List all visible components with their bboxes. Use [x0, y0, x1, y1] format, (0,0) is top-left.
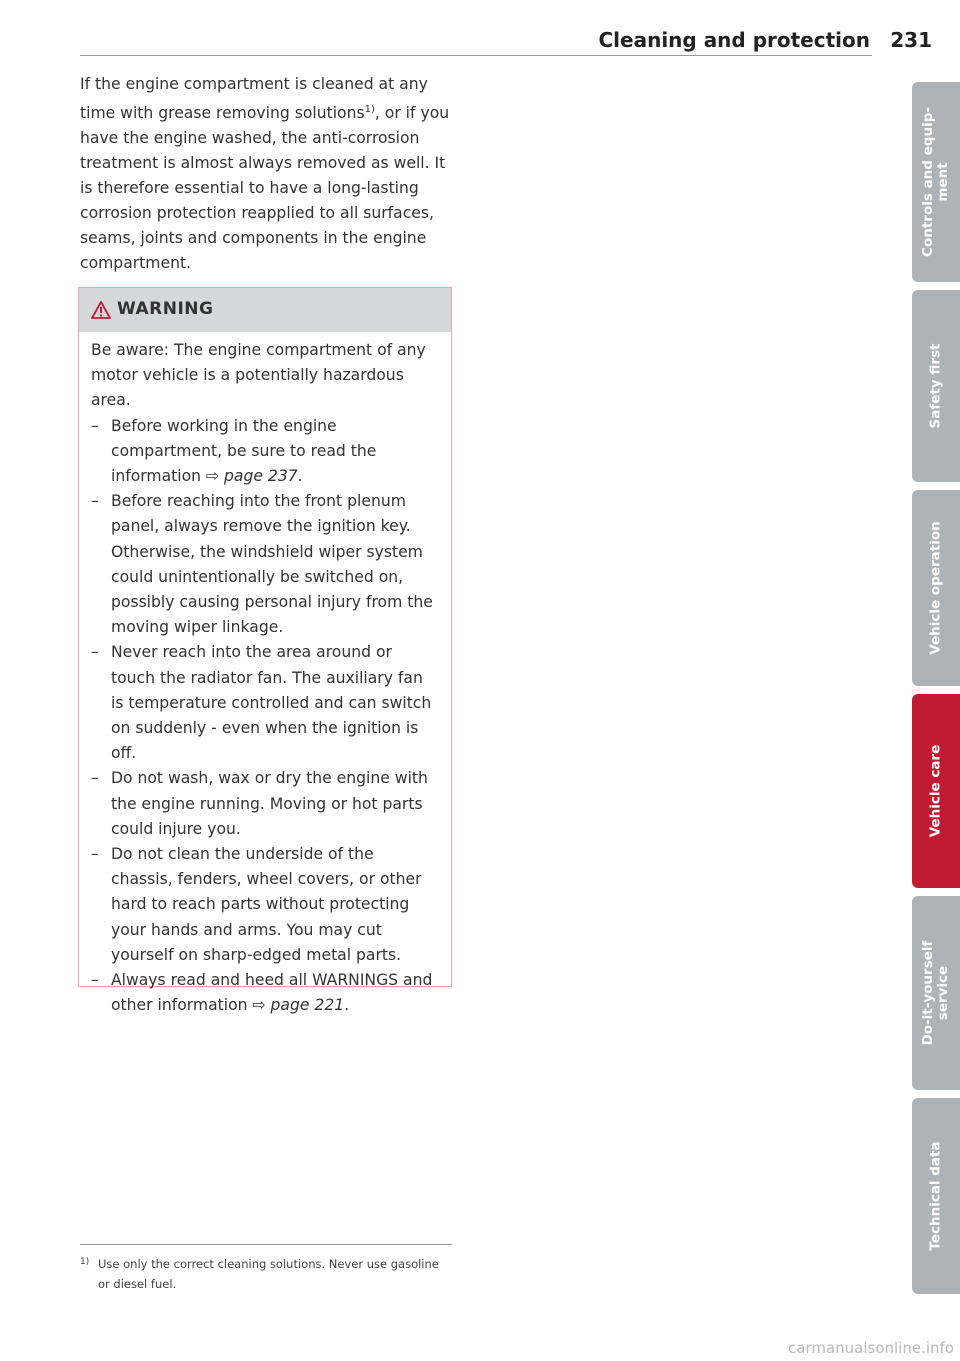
tab-do-it-yourself-service[interactable]	[912, 896, 960, 1090]
tab-safety-first[interactable]	[912, 290, 960, 482]
warning-list-item: – Always read and heed all WARNINGS and other information ⇨ page 221.	[91, 968, 439, 1018]
warning-list-item: – Do not clean the underside of the chassis, fenders, wheel covers, or other hard to reach parts without protecting your hands and arms. You may cut yourself on sharp-edged metal parts.	[91, 842, 439, 968]
footnote-marker: 1)	[80, 1257, 90, 1267]
warning-title: WARNING	[117, 299, 214, 319]
warning-list	[91, 414, 439, 1019]
footnote	[80, 1254, 452, 1294]
footnote-text: Use only the correct cleaning solutions. Never use gasoline or diesel fuel.	[98, 1257, 439, 1291]
tab-label: Vehicle care	[927, 744, 944, 838]
running-header	[80, 28, 932, 54]
section-title: Cleaning and protection	[598, 28, 870, 52]
tab-vehicle-care[interactable]	[912, 694, 960, 888]
footnote-reference[interactable]: 1)	[364, 104, 375, 115]
intro-text-before: If the engine compartment is cleaned at any time with grease removing solutions	[80, 75, 428, 123]
warning-list-item: – Before working in the engine compartment, be sure to read the information ⇨ page 237.	[91, 414, 439, 490]
warning-list-item: – Do not wash, wax or dry the engine with the engine running. Moving or hot parts could injure you.	[91, 766, 439, 842]
header-rule	[80, 55, 872, 56]
intro-paragraph	[80, 72, 452, 276]
tab-controls-and-equipment[interactable]	[912, 82, 960, 282]
warning-triangle-icon	[91, 301, 111, 319]
footnote-rule	[80, 1244, 452, 1245]
page-link[interactable]: ⇨ page 221	[252, 996, 345, 1015]
tab-label: Do-it-yourself service	[920, 940, 951, 1046]
warning-body	[79, 332, 451, 1018]
warning-lead: Be aware: The engine compartment of any motor vehicle is a potentially hazardous area.	[91, 341, 426, 410]
page-link[interactable]: ⇨ page 237	[205, 467, 298, 486]
watermark: carmanualsonline.info	[788, 1339, 954, 1357]
warning-box	[78, 287, 452, 1015]
tab-label: Technical data	[927, 1141, 944, 1251]
intro-text-after: , or if you have the engine washed, the anti-corrosion treatment is almost always removed as well. It is therefore essential to have a long-lasting corrosion protection reapplied to all surfaces, seams, joints and components in the engine compartment.	[80, 104, 450, 273]
warning-list-item: – Before reaching into the front plenum panel, always remove the ignition key. Otherwise, the windshield wiper system could unintentionally be switched on, possibly causing personal injury from the moving wiper linkage.	[91, 489, 439, 640]
page-number: 231	[890, 28, 932, 52]
tab-vehicle-operation[interactable]	[912, 490, 960, 686]
warning-list-item: – Never reach into the area around or touch the radiator fan. The auxiliary fan is temperature controlled and can switch on suddenly - even when the ignition is off.	[91, 640, 439, 766]
tab-label: Controls and equip- ment	[920, 107, 951, 257]
warning-header	[79, 288, 451, 332]
tab-label: Vehicle operation	[927, 521, 944, 655]
tab-technical-data[interactable]	[912, 1098, 960, 1294]
tab-label: Safety first	[927, 343, 944, 429]
